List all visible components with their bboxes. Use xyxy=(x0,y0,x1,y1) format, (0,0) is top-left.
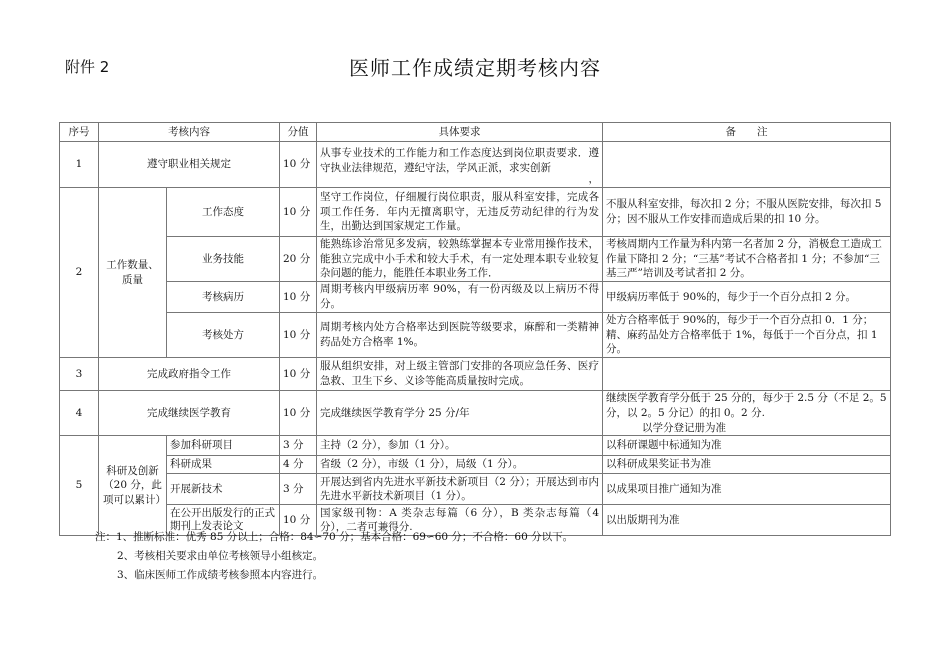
header-content: 考核内容 xyxy=(99,123,280,142)
row-seq: 5 xyxy=(60,436,99,536)
page-title: 医师工作成绩定期考核内容 xyxy=(349,56,601,80)
row-score: 10 分 xyxy=(280,282,317,313)
table-row xyxy=(60,474,891,505)
header-requirement: 具体要求 xyxy=(317,123,603,142)
row-requirement xyxy=(317,142,603,188)
trailing-comma: ， xyxy=(588,173,599,186)
row-content: 科研成果 xyxy=(167,456,280,474)
table-row xyxy=(60,358,891,391)
row-score: 20 分 xyxy=(280,237,317,282)
row-score: 10 分 xyxy=(280,313,317,358)
row-remark: 以成果项目推广通知为准 xyxy=(603,474,891,505)
row-requirement: 周期考核内甲级病历率 90%，有一份丙级及以上病历不得分。 xyxy=(317,282,603,313)
row-group: 工作数量、质量 xyxy=(99,188,167,358)
table-header-row xyxy=(60,123,891,142)
row-remark: 不服从科室安排，每次扣 2 分；不服从医院安排，每次扣 5 分；因不服从工作安排而造成后果的扣 10 分。 xyxy=(603,188,891,237)
row-seq: 3 xyxy=(60,358,99,391)
table-row xyxy=(60,188,891,237)
row-content: 遵守职业相关规定 xyxy=(99,142,280,188)
row-remark: 考核周期内工作量为科内第一名者加 2 分，消极怠工造成工作量下降扣 2 分；“三基”考试不合格者扣 1 分；不参加“三基三严”培训及考试者扣 2 分。 xyxy=(603,237,891,282)
table-row xyxy=(60,237,891,282)
row-score: 10 分 xyxy=(280,358,317,391)
table-row xyxy=(60,456,891,474)
row-remark xyxy=(603,142,891,188)
remark-text: 继续医学教育学分低于 25 分的，每少于 2.5 分（不足 2。5 分，以 2。5 分记）的扣 0。2 分. xyxy=(606,392,887,419)
row-content: 考核处方 xyxy=(167,313,280,358)
row-content: 考核病历 xyxy=(167,282,280,313)
row-remark: 处方合格率低于 90%的，每少于一个百分点扣 0．1 分；精、麻药品处方合格率低于 1%，每低于一个百分点，扣 1 分。 xyxy=(603,313,891,358)
row-remark: 甲级病历率低于 90%的，每少于一个百分点扣 2 分。 xyxy=(603,282,891,313)
table-row xyxy=(60,391,891,436)
row-content: 完成政府指令工作 xyxy=(99,358,280,391)
row-requirement: 能熟练诊治常见多发病，较熟练掌握本专业常用操作技术，能独立完成中小手术和较大手术，有一定处理本职专业较复杂问题的能力，能胜任本职业务工作． xyxy=(317,237,603,282)
header-seq: 序号 xyxy=(60,123,99,142)
row-remark: 以科研成果奖证书为准 xyxy=(603,456,891,474)
row-seq: 4 xyxy=(60,391,99,436)
footnotes xyxy=(95,528,573,585)
row-requirement: 省级（2 分），市级（1 分），局级（1 分）。 xyxy=(317,456,603,474)
row-requirement: 开展达到省内先进水平新技术新项目（2 分）；开展达到市内先进水平新技术新项目（1 分）。 xyxy=(317,474,603,505)
row-group: 科研及创新（20 分，此项可以累计） xyxy=(99,436,167,536)
requirement-text: 从事专业技术的工作能力和工作态度达到岗位职责要求．遵守执业法律规范，遵纪守法，学风正派，求实创新 xyxy=(320,146,599,174)
table-row xyxy=(60,313,891,358)
row-content: 在公开出版发行的正式期刊上发表论文 xyxy=(167,505,280,536)
row-content: 参加科研项目 xyxy=(167,436,280,456)
row-content: 开展新技术 xyxy=(167,474,280,505)
assessment-table xyxy=(59,122,891,536)
row-seq: 2 xyxy=(60,188,99,358)
footnote-item: 注：1、推断标准：优秀 85 分以上；合格：84∽70 分；基本合格：69∽60 分；不合格：60 分以下。 xyxy=(95,531,574,543)
table-row xyxy=(60,282,891,313)
row-score: 10 分 xyxy=(280,142,317,188)
table-row xyxy=(60,436,891,456)
row-score: 10 分 xyxy=(280,391,317,436)
row-remark: 以科研课题中标通知为准 xyxy=(603,436,891,456)
row-seq: 1 xyxy=(60,142,99,188)
row-content: 业务技能 xyxy=(167,237,280,282)
row-score: 3 分 xyxy=(280,474,317,505)
attachment-label: 附件 2 xyxy=(65,58,110,76)
row-remark xyxy=(603,391,891,436)
row-remark xyxy=(603,358,891,391)
footnote-item: 2、考核相关要求由单位考核领导小组核定。 xyxy=(117,550,324,562)
row-requirement: 坚守工作岗位，仔细履行岗位职责，服从科室安排，完成各项工作任务．年内无擅离职守，无违反劳动纪律的行为发生，出勤达到国家规定工作量。 xyxy=(317,188,603,237)
row-requirement: 主持（2 分），参加（1 分）。 xyxy=(317,436,603,456)
row-score: 4 分 xyxy=(280,456,317,474)
row-score: 3 分 xyxy=(280,436,317,456)
header-score: 分值 xyxy=(280,123,317,142)
row-content: 工作态度 xyxy=(167,188,280,237)
row-remark: 以出版期刊为准 xyxy=(603,505,891,536)
row-score: 10 分 xyxy=(280,188,317,237)
row-requirement: 完成继续医学教育学分 25 分/年 xyxy=(317,391,603,436)
row-requirement: 国家级刊物：A 类杂志每篇（6 分），B 类杂志每篇（4 分），二者可兼得分. xyxy=(317,505,603,536)
footnote-item: 3、临床医师工作成绩考核参照本内容进行。 xyxy=(117,569,324,581)
row-content: 完成继续医学教育 xyxy=(99,391,280,436)
table-row xyxy=(60,142,891,188)
remark-note: 以学分登记册为准 xyxy=(642,421,726,434)
header-remark: 备 注 xyxy=(603,123,891,142)
row-score: 10 分 xyxy=(280,505,317,536)
row-requirement: 服从组织安排，对上级主管部门安排的各项应急任务、医疗急救、卫生下乡、义诊等能高质量按时完成。 xyxy=(317,358,603,391)
row-requirement: 周期考核内处方合格率达到医院等级要求，麻醉和一类精神药品处方合格率 1%。 xyxy=(317,313,603,358)
